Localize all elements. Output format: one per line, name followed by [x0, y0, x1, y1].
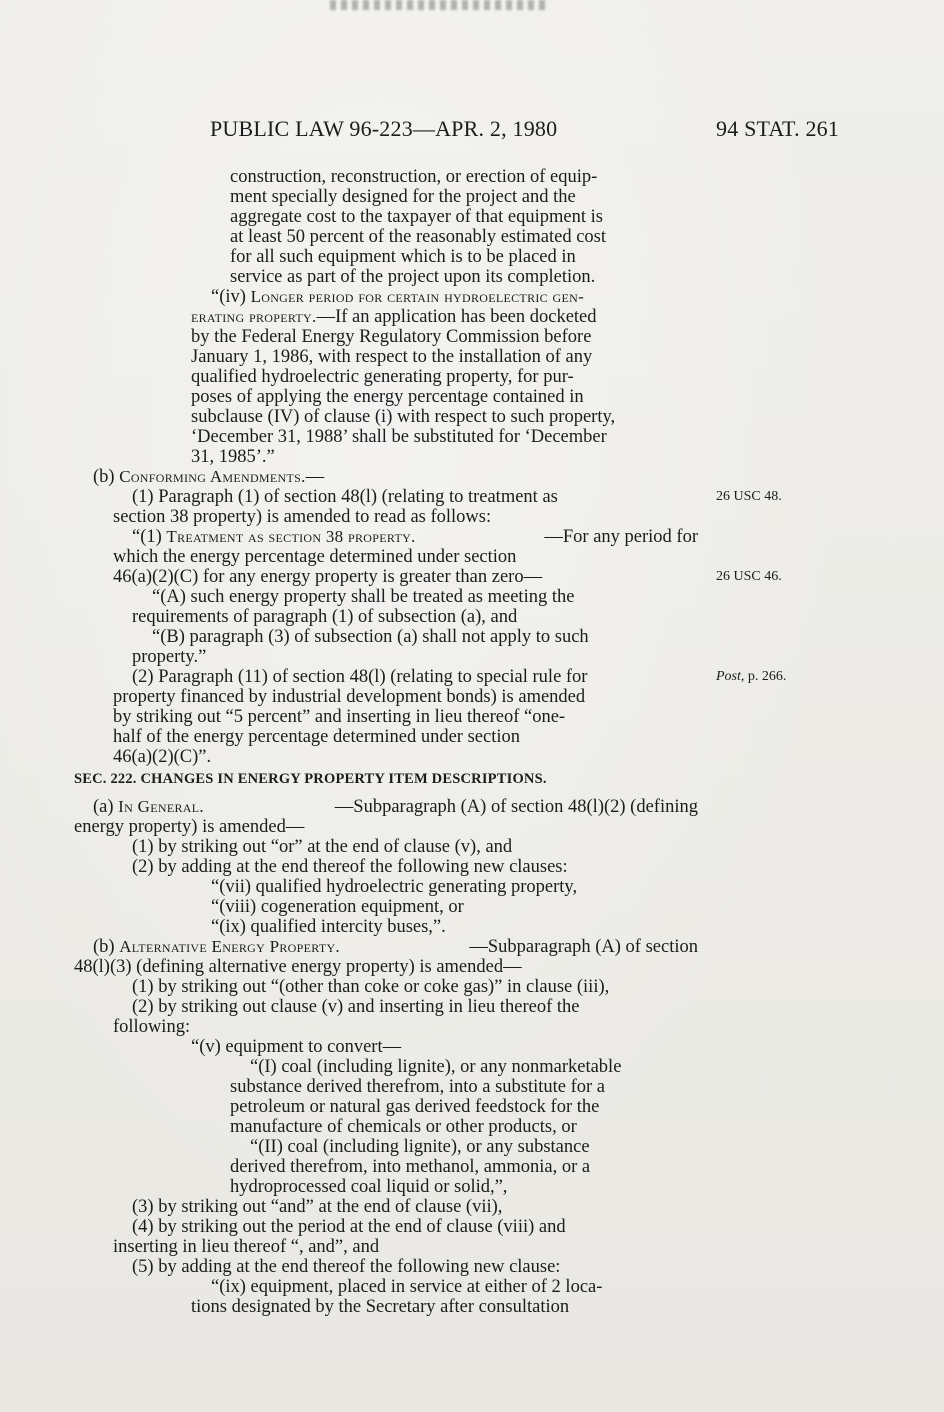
text-line: for all such equipment which is to be placed in [230, 247, 576, 267]
text-line: (1) by striking out “or” at the end of clause (v), and [132, 837, 513, 857]
section-heading: SEC. 222. CHANGES IN ENERGY PROPERTY ITEM DESCRIPTIONS. [74, 771, 547, 787]
text-line: 48(l)(3) (defining alternative energy property) is amended— [74, 957, 522, 977]
text-line: inserting in lieu thereof “, and”, and [113, 1237, 380, 1257]
text-line: (2) by adding at the end thereof the following new clauses: [132, 857, 568, 877]
margin-note-usc-48: 26 USC 48. [716, 489, 782, 504]
text-line: “(I) coal (including lignite), or any nonmarketable [250, 1057, 622, 1077]
subsection-b2-heading [93, 937, 698, 957]
text-line: manufacture of chemicals or other products, or [230, 1117, 577, 1137]
text-line: 46(a)(2)(C)”. [113, 747, 212, 767]
text-line: 46(a)(2)(C) for any energy property is greater than zero— [113, 567, 543, 587]
subsection-a-heading [93, 797, 698, 817]
text-line: service as part of the project upon its completion. [230, 267, 596, 287]
text-line: (5) by adding at the end thereof the following new clause: [132, 1257, 561, 1277]
subsection-caption: Conforming Amendments. [119, 467, 306, 486]
subsection-text: —Subparagraph (A) of section [469, 937, 698, 957]
clause-number: “(iv) [211, 287, 251, 307]
text-line: ‘December 31, 1988’ shall be substituted for ‘December [191, 427, 607, 447]
text-line: half of the energy percentage determined under section [113, 727, 520, 747]
paragraph-text: —For any period for [544, 527, 698, 547]
dash: — [305, 467, 325, 487]
text-line: substance derived therefrom, into a substitute for a [230, 1077, 606, 1097]
header-title: PUBLIC LAW 96-223—APR. 2, 1980 [210, 116, 558, 141]
margin-note-post-italic: Post, [716, 669, 745, 684]
text-line: (2) by striking out clause (v) and inserting in lieu thereof the [132, 997, 580, 1017]
text-line: (4) by striking out the period at the end of clause (viii) and [132, 1217, 566, 1237]
text-line: which the energy percentage determined under section [113, 547, 517, 567]
text-line: subclause (IV) of clause (i) with respect to such property, [191, 407, 616, 427]
text-line: “(ix) equipment, placed in service at either of 2 loca- [211, 1277, 603, 1297]
text-line: property.” [132, 647, 207, 667]
text-line: (1) Paragraph (1) of section 48(l) (relating to treatment as [132, 487, 558, 507]
quote-number: “(1) Treatment as section 38 property. [132, 527, 416, 547]
text-line [191, 307, 698, 327]
text-line: section 38 property) is amended to read as follows: [113, 507, 492, 527]
text-line: poses of applying the energy percentage contained in [191, 387, 584, 407]
text-line: “(A) such energy property shall be treated as meeting the [152, 587, 575, 607]
text-line: “(II) coal (including lignite), or any substance [250, 1137, 590, 1157]
text-line: January 1, 1986, with respect to the installation of any [191, 347, 593, 367]
margin-note-post-page: p. 266. [744, 669, 787, 684]
text-line: “(ix) qualified intercity buses,”. [211, 917, 446, 937]
text-line: derived therefrom, into methanol, ammonia, or a [230, 1157, 591, 1177]
paragraph-1-heading [132, 527, 698, 547]
text-line: qualified hydroelectric generating property, for pur- [191, 367, 574, 387]
text-line: “(B) paragraph (3) of subsection (a) shall not apply to such [152, 627, 589, 647]
text-line: energy property) is amended— [74, 817, 305, 837]
header-statute: 94 STAT. 261 [716, 116, 840, 141]
margin-note-post [716, 669, 786, 685]
clause-caption: Longer period for certain hydroelectric gen- [250, 287, 585, 306]
subsection-text: —Subparagraph (A) of section 48(l)(2) (defining [334, 797, 698, 817]
subsection-b-heading [93, 467, 324, 487]
text-line: (2) Paragraph (11) of section 48(l) (relating to special rule for [132, 667, 588, 687]
subsection-number: (b) [93, 467, 120, 487]
text-line: requirements of paragraph (1) of subsection (a), and [132, 607, 518, 627]
text-line: (3) by striking out “and” at the end of clause (vii), [132, 1197, 503, 1217]
text-line: petroleum or natural gas derived feedstock for the [230, 1097, 600, 1117]
text-line: hydroprocessed coal liquid or solid,”, [230, 1177, 508, 1197]
text-line: property financed by industrial development bonds) is amended [113, 687, 586, 707]
text-line: following: [113, 1017, 191, 1037]
text-line: construction, reconstruction, or erection of equip- [230, 167, 598, 187]
text-line: by the Federal Energy Regulatory Commission before [191, 327, 592, 347]
margin-note-usc-46: 26 USC 46. [716, 569, 782, 584]
text-line: “(vii) qualified hydroelectric generating property, [211, 877, 578, 897]
clause-text: —If an application has been docketed [316, 307, 597, 327]
subsection-lead: (b) Alternative Energy Property. [93, 937, 340, 957]
text-line: at least 50 percent of the reasonably estimated cost [230, 227, 607, 247]
subsection-lead: (a) In General. [93, 797, 204, 817]
text-line: 31, 1985’.” [191, 447, 275, 467]
text-line: “(v) equipment to convert— [191, 1037, 402, 1057]
text-line: “(viii) cogeneration equipment, or [211, 897, 464, 917]
text-line: by striking out “5 percent” and inserting in lieu thereof “one- [113, 707, 566, 727]
text-line: aggregate cost to the taxpayer of that equipment is [230, 207, 603, 227]
clause-caption: erating property. [191, 307, 317, 326]
text-line: tions designated by the Secretary after consultation [191, 1297, 570, 1317]
text-line: ment specially designed for the project and the [230, 187, 576, 207]
clause-iv-heading [211, 287, 698, 307]
text-line: (1) by striking out “(other than coke or coke gas)” in clause (iii), [132, 977, 610, 997]
